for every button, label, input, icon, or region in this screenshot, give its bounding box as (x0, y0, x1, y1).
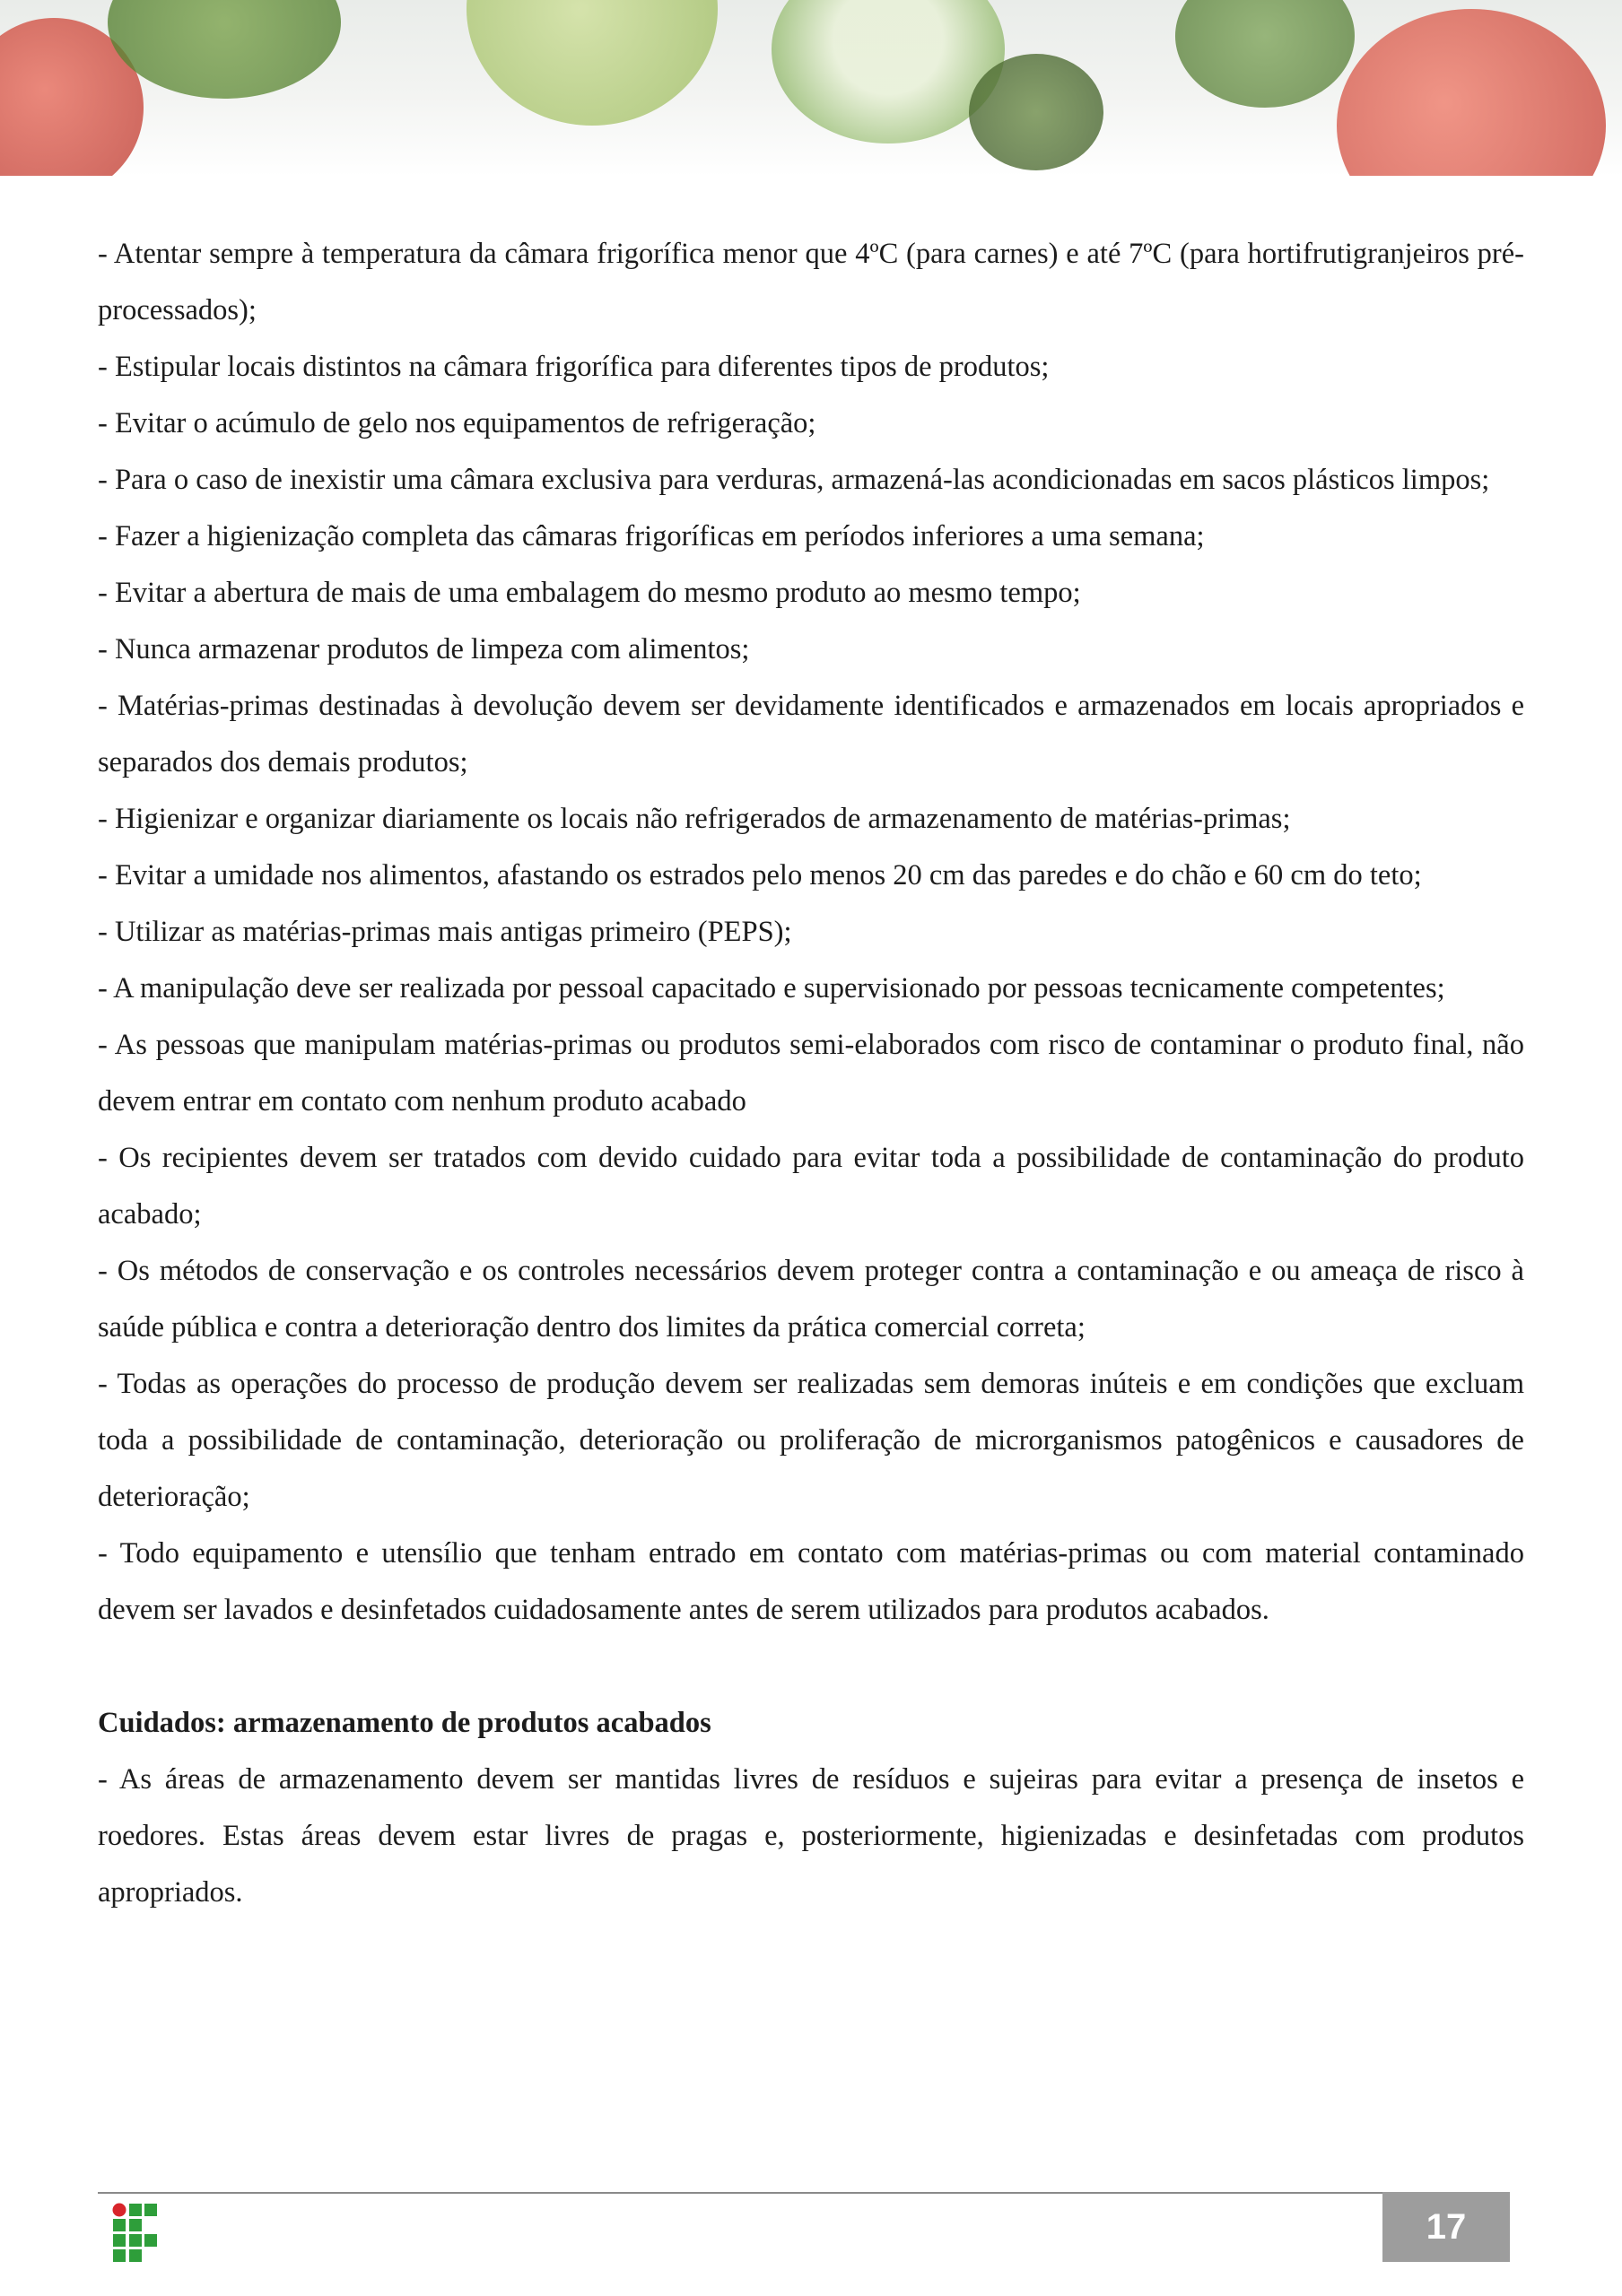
leaf-left-icon (108, 0, 341, 99)
leaf-right-icon (1175, 0, 1355, 108)
paragraph: - As pessoas que manipulam matérias-primas ou produtos semi-elaborados com risco de contaminar o produto final, não devem entrar em contato com nenhum produto acabado (98, 1029, 1524, 1118)
header-banner-image (0, 0, 1622, 176)
paragraph: - Os recipientes devem ser tratados com devido cuidado para evitar toda a possibilidade de contaminação do produto acabado; (98, 1142, 1524, 1231)
paragraph: - Os métodos de conservação e os controles necessários devem proteger contra a contaminação e ou ameaça de risco à saúde pública e contra a deterioração dentro dos limites da prática comercial correta; (98, 1255, 1524, 1344)
tomato-right-icon (1337, 9, 1606, 176)
section-paragraph: - As áreas de armazenamento devem ser mantidas livres de resíduos e sujeiras para evitar a presença de insetos e roedores. Estas áreas devem estar livres de pragas e, posteriormente, higienizadas e desinfetadas com produtos apropriados. (98, 1763, 1524, 1909)
paragraph: - Estipular locais distintos na câmara frigorífica para diferentes tipos de produtos; (98, 351, 1050, 383)
section-title: Cuidados: armazenamento de produtos acabados (98, 1707, 711, 1739)
page-number: 17 (1382, 2192, 1510, 2262)
paragraph: - Todas as operações do processo de produção devem ser realizadas sem demoras inúteis e em condições que excluam toda a possibilidade de contaminação, deterioração ou proliferação de microrganismos patogênicos e causadores de deterioração; (98, 1368, 1524, 1513)
paragraph: - A manipulação deve ser realizada por pessoal capacitado e supervisionado por pessoas tecnicamente competentes; (98, 972, 1445, 1004)
paragraph: - Matérias-primas destinadas à devolução devem ser devidamente identificados e armazenados em locais apropriados e separados dos demais produtos; (98, 690, 1524, 778)
paragraph: - Utilizar as matérias-primas mais antigas primeiro (PEPS); (98, 916, 792, 948)
paragraph: - Evitar a abertura de mais de uma embalagem do mesmo produto ao mesmo tempo; (98, 577, 1081, 609)
paragraph: - Atentar sempre à temperatura da câmara frigorífica menor que 4ºC (para carnes) e até 7ºC (para hortifrutigranjeiros pré-processados); (98, 238, 1524, 326)
paragraph: - Evitar o acúmulo de gelo nos equipamentos de refrigeração; (98, 407, 816, 439)
section-spacer (98, 1639, 1524, 1695)
paragraph: - Para o caso de inexistir uma câmara exclusiva para verduras, armazená-las acondicionadas em sacos plásticos limpos; (98, 464, 1490, 496)
herb-icon (969, 54, 1103, 170)
paragraph: - Fazer a higienização completa das câmaras frigoríficas em períodos inferiores a uma semana; (98, 520, 1205, 552)
lime-icon (467, 0, 718, 126)
footer-divider (98, 2192, 1382, 2194)
paragraph: - Nunca armazenar produtos de limpeza com alimentos; (98, 633, 750, 665)
document-body (98, 226, 1524, 1921)
paragraph: - Todo equipamento e utensílio que tenham entrado em contato com matérias-primas ou com material contaminado devem ser lavados e desinfetados cuidadosamente antes de serem utilizados para produtos acabados. (98, 1537, 1524, 1626)
institute-logo-icon (111, 2202, 158, 2263)
paragraph: - Higienizar e organizar diariamente os locais não refrigerados de armazenamento de matérias-primas; (98, 803, 1291, 835)
paragraph: - Evitar a umidade nos alimentos, afastando os estrados pelo menos 20 cm das paredes e do chão e 60 cm do teto; (98, 859, 1422, 891)
